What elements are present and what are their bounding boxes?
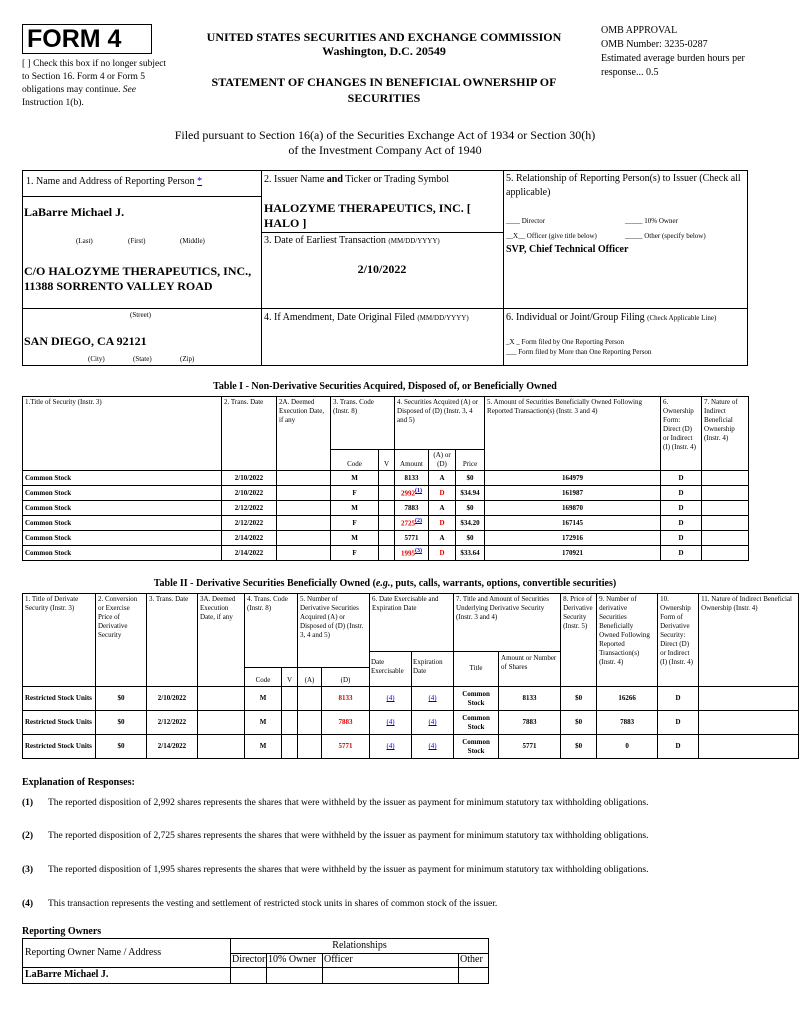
street-address: C/O HALOZYME THERAPEUTICS, INC., 11388 SORRENTO VALLEY ROAD — [24, 264, 252, 293]
t2-h6: 6. Date Exercisable and Expiration Date — [370, 594, 454, 652]
label-zip: (Zip) — [180, 355, 195, 363]
t1-a-or-d: D — [429, 546, 456, 561]
t1-a-or-d: D — [429, 486, 456, 501]
t1-nature — [702, 501, 749, 516]
t1-nature — [702, 486, 749, 501]
t1-sub-amount: Amount — [395, 450, 429, 471]
relationship-other: _____ Other (specify below) — [625, 232, 706, 240]
owner-name: LaBarre Michael J. — [23, 968, 231, 984]
t1-amount-cell — [395, 531, 429, 546]
t1-code: M — [331, 471, 379, 486]
t2-amount: 7883 — [499, 711, 561, 735]
box1-label: 1. Name and Address of Reporting Person * — [26, 176, 203, 187]
explanation-text: This transaction represents the vesting and settlement of restricted stock units in shares of common stock of the issuer. — [48, 899, 498, 909]
t2-v — [282, 735, 298, 759]
t1-price: $0 — [456, 531, 485, 546]
label-street: (Street) — [130, 311, 151, 319]
t1-amount-cell — [395, 516, 429, 531]
t2-deemed — [198, 735, 245, 759]
label-middle: (Middle) — [180, 237, 205, 245]
t2-s-amount: Amount or Number of Shares — [501, 654, 557, 671]
t2-conv-price: $0 — [96, 711, 147, 735]
t1-amount: 2992 — [401, 489, 416, 498]
t1-price: $34.20 — [456, 516, 485, 531]
explanation-title: Explanation of Responses: — [22, 777, 135, 788]
t2-title: Restricted Stock Units — [23, 711, 96, 735]
t1-h-code: 3. Trans. Code (Instr. 8) — [331, 397, 395, 450]
owners-title: Reporting Owners — [22, 926, 102, 937]
t2-title: Restricted Stock Units — [23, 687, 96, 711]
t1-v — [379, 546, 395, 561]
t1-row — [23, 531, 749, 546]
commission-city: Washington, D.C. 20549 — [322, 44, 446, 58]
t2-form: D — [658, 735, 699, 759]
box3-label: 3. Date of Earliest Transaction (MM/DD/YYYY) — [264, 235, 440, 246]
relationship-officer: __X__ Officer (give title below) — [506, 232, 597, 240]
t1-amount: 5771 — [404, 533, 419, 542]
instruction-ref: Instruction 1(b). — [22, 98, 84, 108]
t2-code: M — [245, 735, 282, 759]
t1-amount-cell — [395, 501, 429, 516]
owners-table — [22, 938, 489, 984]
t1-form: D — [661, 471, 702, 486]
t2-conv-price: $0 — [96, 687, 147, 711]
t2-h3: 3. Trans. Date — [147, 594, 198, 687]
relationship-ten-percent: _____ 10% Owner — [625, 217, 678, 225]
omb-approval — [601, 24, 751, 80]
t2-nature — [699, 687, 799, 711]
t2-s-title: Title — [454, 652, 499, 686]
t1-row — [23, 516, 749, 531]
t2-s-v: V — [282, 668, 298, 687]
t1-amount-cell — [395, 471, 429, 486]
filed-by-more: ___ Form filed by More than One Reporting Person — [506, 348, 652, 356]
t2-h2: 2. Conversion or Exercise Price of Derivative Security — [96, 594, 147, 687]
t1-h-title: 1.Title of Security (Instr. 3) — [23, 397, 222, 471]
t2-s-code: Code — [245, 668, 282, 687]
city-state-zip: SAN DIEGO, CA 92121 — [24, 334, 147, 348]
t1-price: $34.94 — [456, 486, 485, 501]
t1-date: 2/12/2022 — [222, 516, 277, 531]
t1-price: $0 — [456, 471, 485, 486]
t1-form: D — [661, 516, 702, 531]
explanation-number: (4) — [22, 899, 34, 909]
earliest-transaction-date: 2/10/2022 — [357, 262, 407, 276]
t2-s-a: (A) — [298, 668, 322, 687]
form-title: FORM 4 — [27, 25, 122, 53]
t1-h-acquired: 4. Securities Acquired (A) or Disposed of (D) (Instr. 3, 4 and 5) — [395, 397, 485, 450]
footnote-star-link[interactable]: * — [197, 176, 203, 187]
t2-s-exercisable: Date Exercisable — [370, 652, 412, 686]
t1-amount-cell — [395, 546, 429, 561]
no-longer-subject-note — [22, 58, 172, 110]
t1-owned: 170921 — [485, 546, 661, 561]
omb-burden: Estimated average burden hours per response... 0.5 — [601, 53, 745, 78]
t2-price: $0 — [561, 735, 597, 759]
t2-nature — [699, 735, 799, 759]
explanation-text: The reported disposition of 2,725 shares represents the shares that were withheld by the issuer as payment for minimum statutory tax withholding obligations. — [48, 831, 649, 841]
t2-code: M — [245, 711, 282, 735]
t1-code: M — [331, 531, 379, 546]
t1-form: D — [661, 486, 702, 501]
explanation-number: (1) — [22, 798, 34, 808]
omb-number: OMB Number: 3235-0287 — [601, 39, 708, 50]
t1-h-deemed: 2A. Deemed Execution Date, if any — [277, 397, 331, 471]
t1-amount: 2725 — [401, 519, 416, 528]
t1-deemed — [277, 531, 331, 546]
owners-h-other: Other — [459, 954, 489, 968]
t2-underlying: Common Stock — [454, 687, 499, 711]
t1-date: 2/14/2022 — [222, 531, 277, 546]
t1-form: D — [661, 546, 702, 561]
t1-v — [379, 471, 395, 486]
see-word: See — [122, 85, 136, 95]
label-state: (State) — [133, 355, 152, 363]
t1-amount: 8133 — [404, 473, 419, 482]
t1-owned: 167145 — [485, 516, 661, 531]
t1-nature — [702, 531, 749, 546]
t1-footnote-link[interactable]: (2) — [415, 518, 423, 525]
t2-underlying: Common Stock — [454, 711, 499, 735]
issuer-name: HALOZYME THERAPEUTICS, INC. [ HALO ] — [264, 201, 471, 230]
relationship-director: ____ Director — [506, 217, 546, 225]
t1-row — [23, 546, 749, 561]
t2-s-d: (D) — [322, 668, 370, 687]
t1-amount-cell — [395, 486, 429, 501]
t2-date: 2/14/2022 — [147, 735, 198, 759]
t1-title: Common Stock — [23, 486, 222, 501]
t2-price: $0 — [561, 711, 597, 735]
t2-h3a: 3A. Deemed Execution Date, if any — [198, 594, 245, 687]
t2-v — [282, 711, 298, 735]
t2-form: D — [658, 711, 699, 735]
t1-form: D — [661, 531, 702, 546]
t1-deemed — [277, 501, 331, 516]
t1-h-nature: 7. Nature of Indirect Beneficial Ownership (Instr. 4) — [702, 397, 749, 471]
t2-owned: 7883 — [597, 711, 658, 735]
t1-owned: 164979 — [485, 471, 661, 486]
t2-h9: 9. Number of derivative Securities Beneficially Owned Following Reported Transaction(s) (Instr. 4) — [597, 594, 658, 687]
filed-by-one: _X _ Form filed by One Reporting Person — [506, 338, 625, 346]
t1-deemed — [277, 471, 331, 486]
reporting-person-name: LaBarre Michael J. — [24, 205, 125, 219]
t1-nature — [702, 471, 749, 486]
explanation-item — [22, 796, 702, 810]
t1-deemed — [277, 486, 331, 501]
box2-label: 2. Issuer Name and Ticker or Trading Symbol — [264, 174, 450, 185]
t1-nature — [702, 516, 749, 531]
t1-code: F — [331, 486, 379, 501]
t1-sub-v: V — [379, 450, 395, 471]
t1-amount: 1995 — [401, 549, 416, 558]
commission-name: UNITED STATES SECURITIES AND EXCHANGE COMMISSION — [206, 30, 562, 44]
t1-amount: 7883 — [404, 503, 419, 512]
t1-row — [23, 501, 749, 516]
t1-price: $0 — [456, 501, 485, 516]
t1-price: $33.64 — [456, 546, 485, 561]
t1-sub-code: Code — [331, 450, 379, 471]
t1-deemed — [277, 516, 331, 531]
t2-h5: 5. Number of Derivative Securities Acquired (A) or Disposed of (D) (Instr. 3, 4 and 5) — [298, 594, 370, 668]
t2-expiration-link[interactable]: (4) — [412, 735, 454, 759]
t1-a-or-d: A — [429, 471, 456, 486]
t2-row — [23, 687, 799, 711]
t2-s-expiration: Expiration Date — [413, 658, 443, 675]
t2-deemed — [198, 687, 245, 711]
t1-h-ownership: 6. Ownership Form: Direct (D) or Indirect (I) (Instr. 4) — [661, 397, 702, 471]
box4-label: 4. If Amendment, Date Original Filed (MM/DD/YYYY) — [264, 312, 469, 323]
t2-h11: 11. Nature of Indirect Beneficial Ownership (Instr. 4) — [699, 594, 799, 687]
t2-expiration-link[interactable]: (4) — [412, 687, 454, 711]
t2-underlying: Common Stock — [454, 735, 499, 759]
t2-amount: 5771 — [499, 735, 561, 759]
t1-sub-a-or-d: (A) or (D) — [429, 450, 456, 471]
t2-owned: 0 — [597, 735, 658, 759]
t2-row — [23, 735, 799, 759]
t1-a-or-d: A — [429, 501, 456, 516]
t1-deemed — [277, 546, 331, 561]
t2-exercisable-link[interactable]: (4) — [370, 711, 412, 735]
t2-h8: 8. Price of Derivative Security (Instr. 5) — [561, 594, 597, 687]
t2-d: 8133 — [322, 687, 370, 711]
t1-h-amount-owned: 5. Amount of Securities Beneficially Owned Following Reported Transaction(s) (Instr. 3 and 4) — [485, 397, 661, 471]
t2-a — [298, 687, 322, 711]
filed-pursuant: Filed pursuant to Section 16(a) of the Securities Exchange Act of 1934 or Section 30(h) of the Investment Company Act of 1940 — [174, 128, 596, 157]
t2-title: Restricted Stock Units — [23, 735, 96, 759]
t2-row — [23, 711, 799, 735]
owners-h-officer: Officer — [323, 954, 459, 968]
t1-v — [379, 501, 395, 516]
t2-h1: 1. Title of Derivate Security (Instr. 3) — [23, 594, 96, 687]
officer-title: SVP, Chief Technical Officer — [506, 244, 629, 255]
t1-title: Common Stock — [23, 516, 222, 531]
omb-title: OMB APPROVAL — [601, 25, 678, 36]
label-first: (First) — [128, 237, 146, 245]
box5-label: 5. Relationship of Reporting Person(s) to Issuer (Check all applicable) — [506, 173, 741, 198]
t1-date: 2/14/2022 — [222, 546, 277, 561]
t1-code: F — [331, 546, 379, 561]
t2-conv-price: $0 — [96, 735, 147, 759]
owners-h-name: Reporting Owner Name / Address — [23, 939, 231, 968]
t1-row — [23, 486, 749, 501]
t1-owned: 172916 — [485, 531, 661, 546]
owners-h-director: Director — [231, 954, 267, 968]
owners-h-ten: 10% Owner — [267, 954, 323, 968]
explanation-text: The reported disposition of 1,995 shares represents the shares that were withheld by the issuer as payment for minimum statutory tax withholding obligations. — [48, 865, 649, 875]
table1-title: Table I - Non-Derivative Securities Acquired, Disposed of, or Beneficially Owned — [213, 381, 557, 392]
explanation-text: The reported disposition of 2,992 shares represents the shares that were withheld by the issuer as payment for minimum statutory tax withholding obligations. — [48, 798, 649, 808]
t2-owned: 16266 — [597, 687, 658, 711]
t2-d: 5771 — [322, 735, 370, 759]
t2-a — [298, 735, 322, 759]
t1-v — [379, 486, 395, 501]
t1-title: Common Stock — [23, 471, 222, 486]
t2-exercisable-link[interactable]: (4) — [370, 687, 412, 711]
t1-sub-price: Price — [456, 450, 485, 471]
t1-v — [379, 516, 395, 531]
explanation-number: (2) — [22, 831, 34, 841]
t2-h10: 10. Ownership Form of Derivative Security: Direct (D) or Indirect (I) (Instr. 4) — [658, 594, 699, 687]
t1-code: F — [331, 516, 379, 531]
t2-exercisable-link[interactable]: (4) — [370, 735, 412, 759]
t2-v — [282, 687, 298, 711]
t1-row — [23, 471, 749, 486]
t1-title: Common Stock — [23, 546, 222, 561]
t1-owned: 161987 — [485, 486, 661, 501]
t1-date: 2/12/2022 — [222, 501, 277, 516]
t2-date: 2/10/2022 — [147, 687, 198, 711]
statement-title: STATEMENT OF CHANGES IN BENEFICIAL OWNERSHIP OF SECURITIES — [211, 75, 557, 105]
t1-a-or-d: D — [429, 516, 456, 531]
t2-d: 7883 — [322, 711, 370, 735]
t2-nature — [699, 711, 799, 735]
t2-s-dates — [370, 652, 454, 687]
t1-a-or-d: A — [429, 531, 456, 546]
label-city: (City) — [88, 355, 105, 363]
t1-date: 2/10/2022 — [222, 471, 277, 486]
t1-date: 2/10/2022 — [222, 486, 277, 501]
table1 — [22, 396, 749, 561]
t2-h7: 7. Title and Amount of Securities Underlying Derivative Security (Instr. 3 and 4) — [454, 594, 561, 652]
explanation-number: (3) — [22, 865, 34, 875]
explanation-item — [22, 897, 702, 911]
t1-h-date: 2. Trans. Date — [222, 397, 277, 471]
t1-code: M — [331, 501, 379, 516]
box6-label: 6. Individual or Joint/Group Filing (Check Applicable Line) — [506, 312, 717, 323]
t2-a — [298, 711, 322, 735]
t2-code: M — [245, 687, 282, 711]
table2 — [22, 593, 799, 759]
t2-deemed — [198, 711, 245, 735]
t2-price: $0 — [561, 687, 597, 711]
t2-date: 2/12/2022 — [147, 711, 198, 735]
explanation-item — [22, 863, 702, 877]
t1-v — [379, 531, 395, 546]
t2-amount: 8133 — [499, 687, 561, 711]
t1-owned: 169870 — [485, 501, 661, 516]
t1-footnote-link[interactable]: (3) — [415, 548, 423, 555]
owners-h-rel: Relationships — [231, 939, 489, 954]
t1-nature — [702, 546, 749, 561]
t2-s-under — [454, 652, 561, 687]
t1-footnote-link[interactable]: (1) — [415, 488, 423, 495]
t2-expiration-link[interactable]: (4) — [412, 711, 454, 735]
check-box-note: [ ] Check this box if no longer subject to Section 16. Form 4 or Form 5 obligations may continue. — [22, 59, 167, 95]
t2-h4: 4. Trans. Code (Instr. 8) — [245, 594, 298, 668]
t1-title: Common Stock — [23, 501, 222, 516]
explanation-item — [22, 829, 702, 843]
t1-form: D — [661, 501, 702, 516]
t2-form: D — [658, 687, 699, 711]
label-last: (Last) — [76, 237, 93, 245]
table2-title: Table II - Derivative Securities Beneficially Owned (e.g., puts, calls, warrants, options, convertible securities) — [153, 578, 617, 589]
t1-title: Common Stock — [23, 531, 222, 546]
